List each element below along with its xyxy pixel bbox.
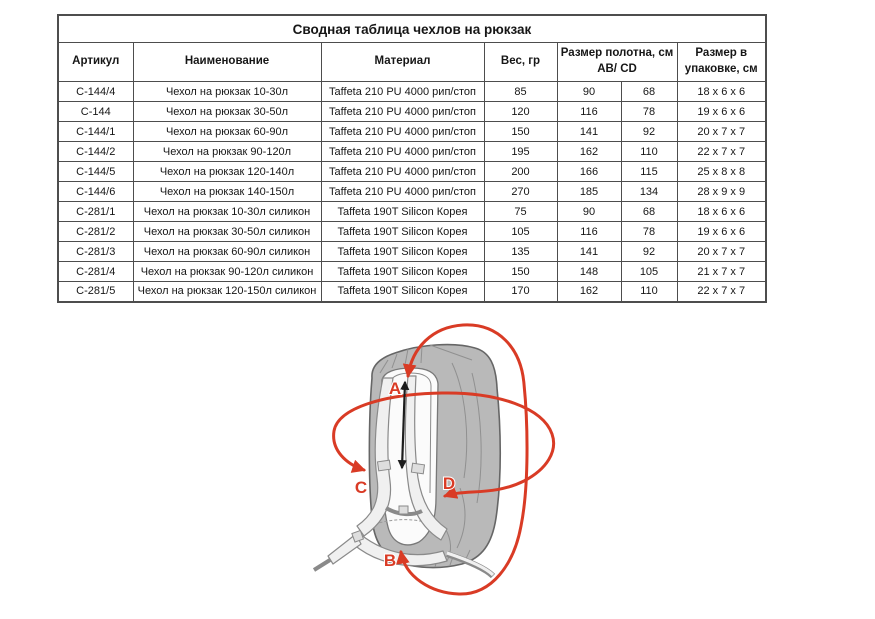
table-title: Сводная таблица чехлов на рюкзак — [58, 15, 766, 43]
cell-name: Чехол на рюкзак 30-50л — [133, 102, 321, 122]
sternum-buckle — [399, 506, 408, 514]
cell-material: Taffeta 210 PU 4000 рип/стоп — [321, 162, 484, 182]
cell-article: С-281/4 — [58, 262, 133, 282]
col-header-canvas-size — [557, 43, 677, 82]
cell-material: Taffeta 210 PU 4000 рип/стоп — [321, 122, 484, 142]
cell-name: Чехол на рюкзак 60-90л силикон — [133, 242, 321, 262]
cell-material: Taffeta 210 PU 4000 рип/стоп — [321, 82, 484, 102]
cell-size-cd: 105 — [621, 262, 677, 282]
table-row — [58, 282, 766, 302]
cell-weight: 170 — [484, 282, 557, 302]
table-row — [58, 262, 766, 282]
cell-package: 22 x 7 x 7 — [677, 142, 766, 162]
cell-weight: 270 — [484, 182, 557, 202]
cell-material: Taffeta 190T Silicon Корея — [321, 242, 484, 262]
table-row — [58, 182, 766, 202]
cell-size-ab: 90 — [557, 82, 621, 102]
hip-strap-left-tip — [314, 560, 330, 570]
cell-size-ab: 185 — [557, 182, 621, 202]
cell-name: Чехол на рюкзак 90-120л — [133, 142, 321, 162]
cell-package: 28 x 9 x 9 — [677, 182, 766, 202]
cell-weight: 195 — [484, 142, 557, 162]
cell-name: Чехол на рюкзак 120-140л — [133, 162, 321, 182]
cell-material: Taffeta 190T Silicon Корея — [321, 202, 484, 222]
cell-size-cd: 115 — [621, 162, 677, 182]
cell-size-ab: 162 — [557, 282, 621, 302]
cell-weight: 105 — [484, 222, 557, 242]
cell-package: 18 x 6 x 6 — [677, 202, 766, 222]
table-title-row — [58, 15, 766, 43]
cell-weight: 120 — [484, 102, 557, 122]
cell-weight: 85 — [484, 82, 557, 102]
cell-size-cd: 68 — [621, 202, 677, 222]
table-row — [58, 102, 766, 122]
cell-material: Taffeta 210 PU 4000 рип/стоп — [321, 102, 484, 122]
table-row — [58, 142, 766, 162]
cell-article: С-144/2 — [58, 142, 133, 162]
cell-package: 22 x 7 x 7 — [677, 282, 766, 302]
col-header-canvas-line2: АВ/ CD — [597, 63, 637, 75]
cell-size-cd: 78 — [621, 222, 677, 242]
cell-size-cd: 134 — [621, 182, 677, 202]
col-header-article: Артикул — [58, 43, 133, 82]
cell-material: Taffeta 190T Silicon Корея — [321, 282, 484, 302]
cell-article: С-281/3 — [58, 242, 133, 262]
cell-article: С-281/5 — [58, 282, 133, 302]
cell-package: 25 x 8 x 8 — [677, 162, 766, 182]
col-header-package: Размер в упаковке, см — [677, 43, 766, 82]
cell-material: Taffeta 210 PU 4000 рип/стоп — [321, 142, 484, 162]
cell-article: С-281/2 — [58, 222, 133, 242]
backpack-diagram — [300, 318, 700, 618]
label-d: D — [442, 474, 456, 493]
cell-size-ab: 141 — [557, 242, 621, 262]
cell-package: 19 x 6 x 6 — [677, 102, 766, 122]
label-c: C — [354, 478, 368, 497]
summary-table-container — [57, 14, 767, 303]
cell-package: 18 x 6 x 6 — [677, 82, 766, 102]
cell-size-cd: 78 — [621, 102, 677, 122]
cell-weight: 150 — [484, 262, 557, 282]
col-header-canvas-line1: Размер полотна, см — [560, 47, 674, 60]
cell-package: 19 x 6 x 6 — [677, 222, 766, 242]
cell-size-ab: 162 — [557, 142, 621, 162]
backpack-diagram-container — [300, 318, 700, 618]
cell-size-ab: 166 — [557, 162, 621, 182]
cell-weight: 135 — [484, 242, 557, 262]
cell-weight: 200 — [484, 162, 557, 182]
cell-size-cd: 92 — [621, 242, 677, 262]
cell-package: 21 x 7 x 7 — [677, 262, 766, 282]
strap-buckle-right — [411, 463, 424, 474]
cell-size-cd: 92 — [621, 122, 677, 142]
cell-article: С-144/5 — [58, 162, 133, 182]
cell-name: Чехол на рюкзак 60-90л — [133, 122, 321, 142]
table-row — [58, 82, 766, 102]
cell-name: Чехол на рюкзак 30-50л силикон — [133, 222, 321, 242]
table-row — [58, 202, 766, 222]
cell-name: Чехол на рюкзак 120-150л силикон — [133, 282, 321, 302]
col-header-weight: Вес, гр — [484, 43, 557, 82]
cell-size-cd: 110 — [621, 282, 677, 302]
cell-name: Чехол на рюкзак 10-30л силикон — [133, 202, 321, 222]
cell-weight: 150 — [484, 122, 557, 142]
cell-size-ab: 148 — [557, 262, 621, 282]
cell-size-ab: 141 — [557, 122, 621, 142]
cell-package: 20 x 7 x 7 — [677, 122, 766, 142]
cell-size-ab: 116 — [557, 222, 621, 242]
cell-package: 20 x 7 x 7 — [677, 242, 766, 262]
cell-material: Taffeta 190T Silicon Корея — [321, 222, 484, 242]
cell-size-ab: 90 — [557, 202, 621, 222]
table-row — [58, 242, 766, 262]
col-header-material: Материал — [321, 43, 484, 82]
cell-name: Чехол на рюкзак 90-120л силикон — [133, 262, 321, 282]
cell-article: С-144/6 — [58, 182, 133, 202]
cell-size-cd: 110 — [621, 142, 677, 162]
cell-article: С-144/4 — [58, 82, 133, 102]
label-b: B — [383, 551, 397, 570]
cell-article: С-144 — [58, 102, 133, 122]
summary-table — [57, 14, 767, 303]
cell-weight: 75 — [484, 202, 557, 222]
col-header-name: Наименование — [133, 43, 321, 82]
cell-size-ab: 116 — [557, 102, 621, 122]
table-row — [58, 122, 766, 142]
cell-name: Чехол на рюкзак 140-150л — [133, 182, 321, 202]
cell-article: С-144/1 — [58, 122, 133, 142]
cell-article: С-281/1 — [58, 202, 133, 222]
table-body — [58, 82, 766, 302]
table-row — [58, 222, 766, 242]
cell-name: Чехол на рюкзак 10-30л — [133, 82, 321, 102]
cell-material: Taffeta 210 PU 4000 рип/стоп — [321, 182, 484, 202]
table-header-row — [58, 43, 766, 82]
strap-buckle-left — [378, 460, 391, 471]
cell-material: Taffeta 190T Silicon Корея — [321, 262, 484, 282]
label-a: A — [388, 379, 402, 398]
table-row — [58, 162, 766, 182]
cell-size-cd: 68 — [621, 82, 677, 102]
